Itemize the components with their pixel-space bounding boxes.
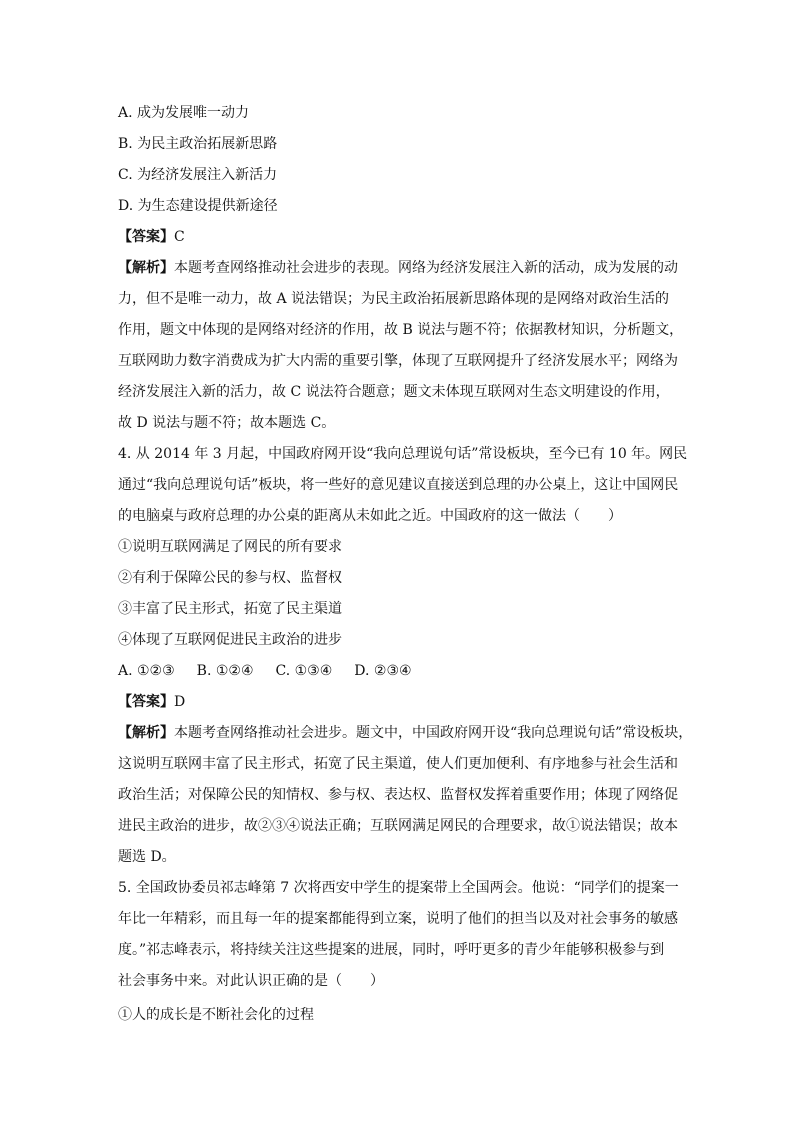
q4-analysis-line: 政治生活；对保障公民的知情权、参与权、表达权、监督权发挥着重要作用；体现了网络促 xyxy=(118,787,678,803)
q4-choice-b: B. ①②④ xyxy=(196,663,254,679)
q4-statement: ③丰富了民主形式，拓宽了民主渠道 xyxy=(118,601,342,617)
answer-value: D xyxy=(174,694,186,710)
q5-stem-line: 度。”祁志峰表示，将持续关注这些提案的进展，同时，呼吁更多的青少年能够积极参与到 xyxy=(118,942,665,958)
q4-statement: ②有利于保障公民的参与权、监督权 xyxy=(118,570,342,586)
q3-analysis-line: 互联网助力数字消费成为扩大内需的重要引擎，体现了互联网提升了经济发展水平；网络为 xyxy=(118,353,678,369)
answer-label: 【答案】 xyxy=(118,229,174,245)
q5-stem-line: 社会事务中来。对此认识正确的是（ ） xyxy=(118,973,384,989)
q4-statement: ①说明互联网满足了网民的所有要求 xyxy=(118,539,342,555)
q4-choice-d: D. ②③④ xyxy=(354,663,412,679)
q3-analysis-line: 作用，题文中体现的是网络对经济的作用，故 B 说法与题不符；依据教材知识，分析题文， xyxy=(118,322,684,338)
q3-option-b: B. 为民主政治拓展新思路 xyxy=(118,136,278,152)
q4-analysis-line: 题选 D。 xyxy=(118,849,176,865)
q4-statement: ④体现了互联网促进民主政治的进步 xyxy=(118,632,342,648)
answer-value: C xyxy=(174,229,185,245)
q3-option-a: A. 成为发展唯一动力 xyxy=(118,105,250,121)
q5-statement: ①人的成长是不断社会化的过程 xyxy=(118,1007,314,1023)
q4-stem-line: 4. 从 2014 年 3 月起，中国政府网开设“我向总理说句话”常设板块，至今已有 10 年。网民 xyxy=(118,446,688,462)
analysis-label: 【解析】 xyxy=(118,725,174,741)
q3-analysis-line: 故 D 说法与题不符；故本题选 C。 xyxy=(118,415,336,431)
q3-analysis-line: 【解析】本题考查网络推动社会进步的表现。网络为经济发展注入新的活动，成为发展的动 xyxy=(118,260,678,276)
q4-choices xyxy=(118,661,688,681)
q3-answer xyxy=(118,227,688,247)
q4-stem-line: 通过“我向总理说句话”板块，将一些好的意见建议直接送到总理的办公桌上，这让中国网民 xyxy=(118,477,679,493)
q4-answer xyxy=(118,692,688,712)
q5-stem-line: 5. 全国政协委员祁志峰第 7 次将西安中学生的提案带上全国两会。他说：“同学们的提案一 xyxy=(118,880,679,896)
q4-analysis-line: 进民主政治的进步，故②③④说法正确；互联网满足网民的合理要求，故①说法错误；故本 xyxy=(118,818,678,834)
q4-choice-c: C. ①③④ xyxy=(275,663,333,679)
q3-analysis-line: 经济发展注入新的活力，故 C 说法符合题意；题文未体现互联网对生态文明建设的作用， xyxy=(118,384,670,400)
q3-analysis-line: 力，但不是唯一动力，故 A 说法错误；为民主政治拓展新思路体现的是网络对政治生活的 xyxy=(118,291,670,307)
q4-choice-a: A. ①②③ xyxy=(118,663,175,679)
q4-stem-line: 的电脑桌与政府总理的办公桌的距离从未如此之近。中国政府的这一做法（ ） xyxy=(118,508,622,524)
q3-option-d: D. 为生态建设提供新途径 xyxy=(118,198,278,214)
q3-option-c: C. 为经济发展注入新活力 xyxy=(118,167,278,183)
q4-analysis-line: 这说明互联网丰富了民主形式，拓宽了民主渠道，使人们更加便利、有序地参与社会生活和 xyxy=(118,756,678,772)
q4-analysis-line: 【解析】本题考查网络推动社会进步。题文中，中国政府网开设“我向总理说句话”常设板块， xyxy=(118,725,693,741)
analysis-label: 【解析】 xyxy=(118,260,174,276)
answer-label: 【答案】 xyxy=(118,694,174,710)
q5-stem-line: 年比一年精彩，而且每一年的提案都能得到立案，说明了他们的担当以及对社会事务的敏感 xyxy=(118,911,678,927)
